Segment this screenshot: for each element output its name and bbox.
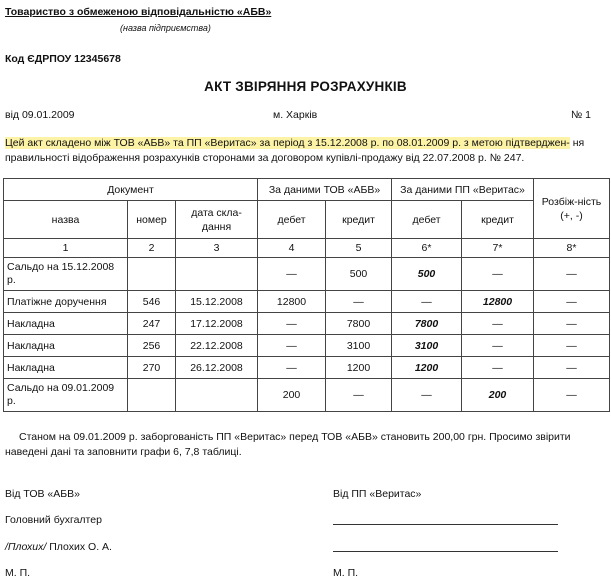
header-abv-credit: кредит [326, 201, 392, 239]
row-abv-credit: 7800 [326, 313, 392, 335]
summary-paragraph: Станом на 09.01.2009 р. заборгованість ПП «Веритас» перед ТОВ «АБВ» становить 200,00 грн. Просимо звірити наведені дані та заповнити графи 6, 7,8 таблиці. [5, 431, 571, 458]
row-name: Накладна [4, 335, 128, 357]
col-num-6: 6* [392, 239, 462, 258]
row-veritas-debit: 7800 [392, 313, 462, 335]
row-veritas-debit: — [392, 379, 462, 412]
row-veritas-debit: 1200 [392, 357, 462, 379]
row-veritas-credit: 200 [462, 379, 534, 412]
row-difference: — [534, 335, 610, 357]
right-role-line [333, 524, 558, 525]
col-num-7: 7* [462, 239, 534, 258]
row-difference: — [534, 379, 610, 412]
right-stamp: М. П. [333, 567, 359, 579]
row-number [128, 258, 176, 291]
row-date: 17.12.2008 [176, 313, 258, 335]
row-number: 270 [128, 357, 176, 379]
row-name: Накладна [4, 313, 128, 335]
row-veritas-credit: 12800 [462, 291, 534, 313]
act-city: м. Харків [273, 109, 318, 121]
column-number-row [4, 239, 610, 258]
table-row [4, 313, 610, 335]
col-num-1: 1 [4, 239, 128, 258]
table-row [4, 258, 610, 291]
header-abv-debit: дебет [258, 201, 326, 239]
reconciliation-table [3, 178, 610, 412]
row-number: 247 [128, 313, 176, 335]
left-signature-line [5, 541, 112, 553]
row-number: 256 [128, 335, 176, 357]
header-number: номер [128, 201, 176, 239]
table-row [4, 335, 610, 357]
intro-highlighted: Цей акт складено між ТОВ «АБВ» та ПП «Веритас» за період з 15.12.2008 р. по 08.01.2009 р. з метою підтверджен- [5, 137, 570, 149]
row-abv-credit: 1200 [326, 357, 392, 379]
row-difference: — [534, 291, 610, 313]
edrpou-code: Код ЄДРПОУ 12345678 [5, 53, 121, 65]
row-number [128, 379, 176, 412]
row-abv-debit: 200 [258, 379, 326, 412]
row-abv-credit: 3100 [326, 335, 392, 357]
table-row [4, 291, 610, 313]
row-abv-credit: — [326, 379, 392, 412]
row-difference: — [534, 313, 610, 335]
act-number: № 1 [571, 109, 592, 121]
row-veritas-credit: — [462, 335, 534, 357]
row-date: 15.12.2008 [176, 291, 258, 313]
row-date [176, 258, 258, 291]
row-veritas-credit: — [462, 258, 534, 291]
row-abv-debit: 12800 [258, 291, 326, 313]
table-group-header-row [4, 179, 610, 201]
header-difference: Розбіж-ність (+, -) [534, 179, 610, 239]
row-abv-debit: — [258, 313, 326, 335]
row-difference: — [534, 258, 610, 291]
row-abv-credit: — [326, 291, 392, 313]
act-date: від 09.01.2009 [5, 109, 75, 121]
left-role: Головний бухгалтер [5, 514, 102, 526]
row-difference: — [534, 357, 610, 379]
col-num-4: 4 [258, 239, 326, 258]
left-name: Плохих О. А. [49, 541, 112, 553]
header-veritas-credit: кредит [462, 201, 534, 239]
col-num-3: 3 [176, 239, 258, 258]
table-row [4, 357, 610, 379]
header-veritas-debit: дебет [392, 201, 462, 239]
company-note: (назва підприємства) [120, 23, 211, 33]
header-abv: За даними ТОВ «АБВ» [258, 179, 392, 201]
table-sub-header-row [4, 201, 610, 239]
row-veritas-debit: 500 [392, 258, 462, 291]
row-abv-debit: — [258, 335, 326, 357]
intro-rest: ня правильності відображення розрахунків сторонами за договором купівлі-продажу від 22.07.2008 р. № 247. [5, 137, 585, 164]
right-party: Від ПП «Веритас» [333, 488, 422, 500]
row-date [176, 379, 258, 412]
row-abv-debit: — [258, 357, 326, 379]
row-veritas-credit: — [462, 357, 534, 379]
row-veritas-debit: — [392, 291, 462, 313]
left-signature: /Плохих/ [5, 541, 47, 553]
right-signature-line [333, 551, 558, 552]
row-abv-credit: 500 [326, 258, 392, 291]
table-row [4, 379, 610, 412]
col-num-8: 8* [534, 239, 610, 258]
header-veritas: За даними ПП «Веритас» [392, 179, 534, 201]
col-num-5: 5 [326, 239, 392, 258]
row-name: Накладна [4, 357, 128, 379]
row-abv-debit: — [258, 258, 326, 291]
row-name: Сальдо на 09.01.2009 р. [4, 379, 128, 412]
row-veritas-debit: 3100 [392, 335, 462, 357]
row-date: 22.12.2008 [176, 335, 258, 357]
header-document: Документ [4, 179, 258, 201]
left-party: Від ТОВ «АБВ» [5, 488, 80, 500]
left-stamp: М. П. [5, 567, 31, 579]
row-name: Сальдо на 15.12.2008 р. [4, 258, 128, 291]
row-number: 546 [128, 291, 176, 313]
header-date: дата скла-дання [176, 201, 258, 239]
col-num-2: 2 [128, 239, 176, 258]
row-date: 26.12.2008 [176, 357, 258, 379]
company-name: Товариство з обмеженою відповідальністю «АБВ» [5, 6, 272, 18]
row-name: Платіжне доручення [4, 291, 128, 313]
header-name: назва [4, 201, 128, 239]
intro-paragraph [5, 136, 609, 166]
row-veritas-credit: — [462, 313, 534, 335]
document-title: АКТ ЗВІРЯННЯ РОЗРАХУНКІВ [204, 79, 407, 94]
